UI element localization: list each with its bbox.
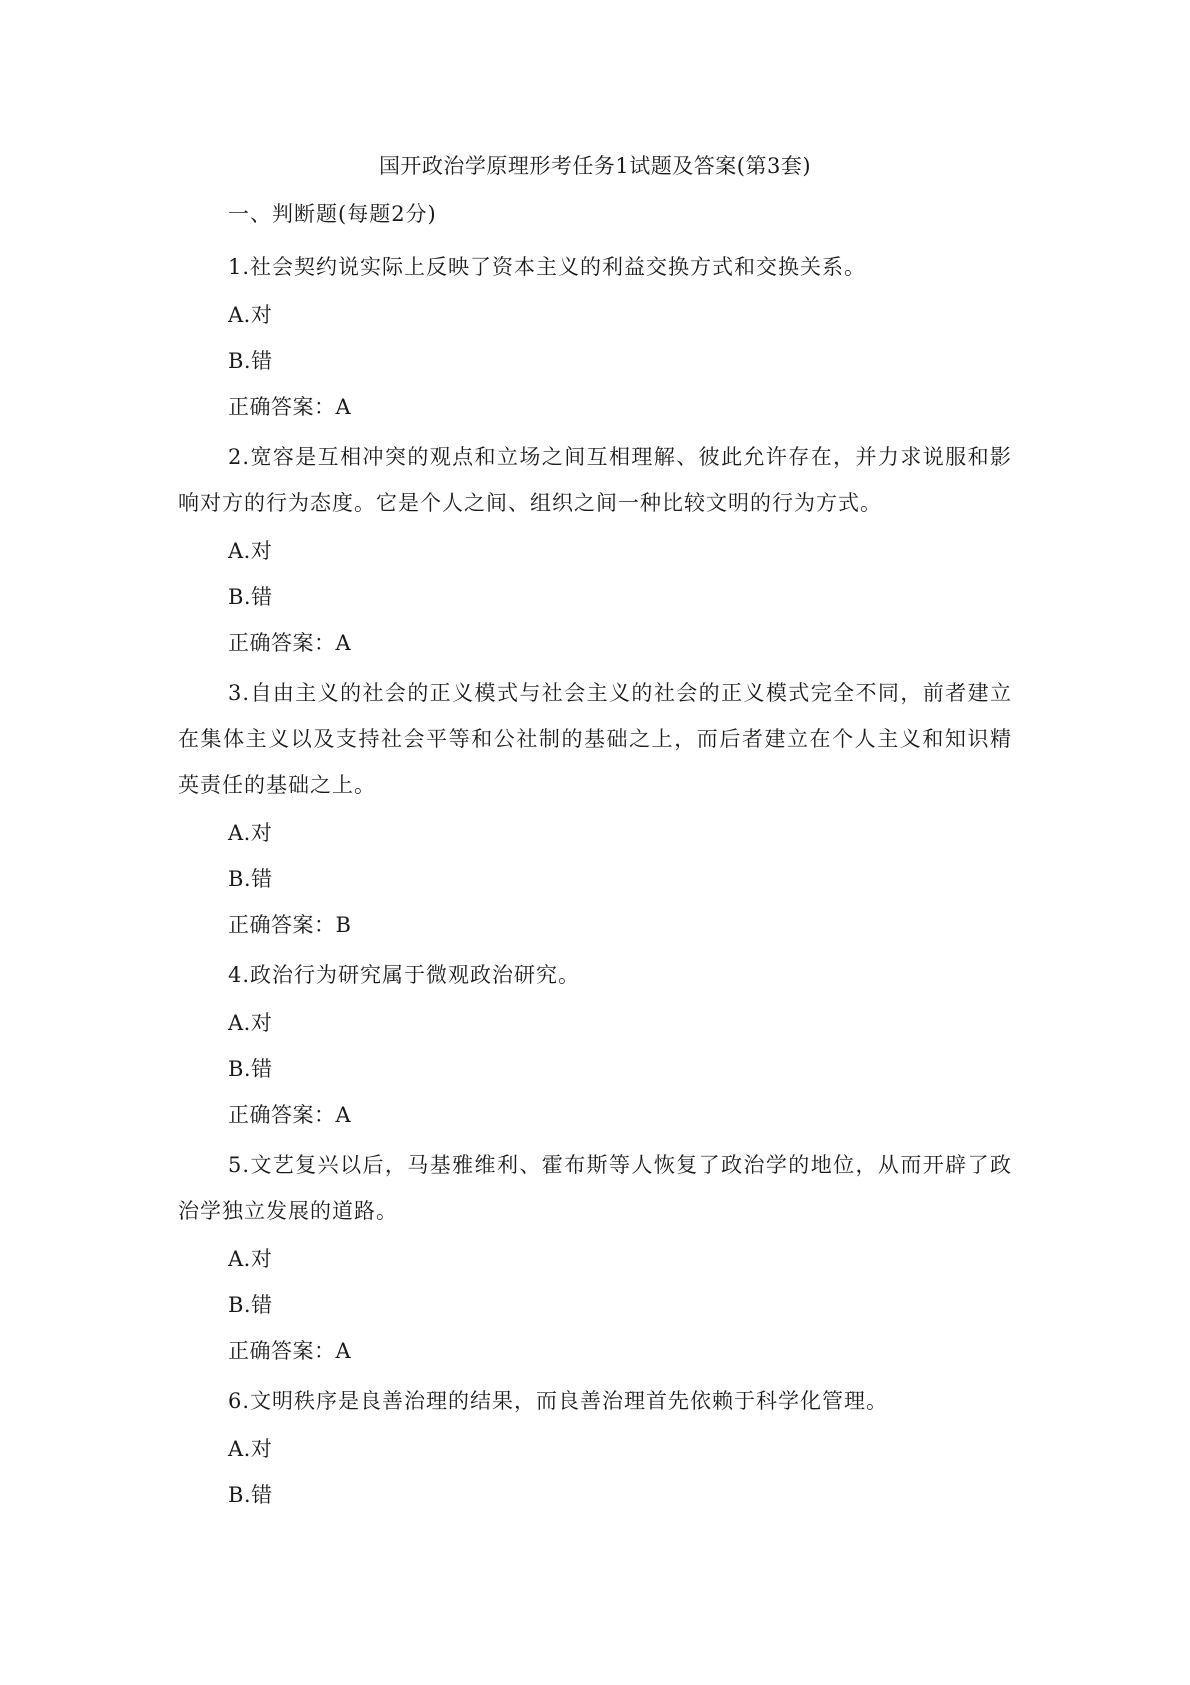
correct-answer: 正确答案：A [228, 1339, 352, 1363]
correct-answer: 正确答案：A [228, 1103, 352, 1127]
option-a: A.对 [228, 1247, 273, 1271]
question-2 [178, 434, 1012, 666]
question-5 [178, 1142, 1012, 1374]
section-heading: 一、判断题(每题2分) [228, 202, 437, 226]
correct-answer: 正确答案：A [228, 395, 352, 419]
question-6 [178, 1378, 1012, 1518]
correct-answer: 正确答案：B [228, 913, 352, 937]
question-text: 1.社会契约说实际上反映了资本主义的利益交换方式和交换关系。 [228, 255, 867, 279]
question-text: 5.文艺复兴以后，马基雅维利、霍布斯等人恢复了政治学的地位，从而开辟了政治学独立发展的道路。 [178, 1153, 1012, 1223]
option-b: B.错 [228, 585, 273, 609]
question-4 [178, 952, 1012, 1138]
option-a: A.对 [228, 303, 273, 327]
option-b: B.错 [228, 349, 273, 373]
option-a: A.对 [228, 1011, 273, 1035]
question-text: 6.文明秩序是良善治理的结果，而良善治理首先依赖于科学化管理。 [228, 1389, 889, 1413]
question-text: 3.自由主义的社会的正义模式与社会主义的社会的正义模式完全不同，前者建立在集体主义以及支持社会平等和公社制的基础之上，而后者建立在个人主义和知识精英责任的基础之上。 [178, 681, 1012, 797]
question-3 [178, 670, 1012, 948]
correct-answer: 正确答案：A [228, 631, 352, 655]
option-a: A.对 [228, 821, 273, 845]
option-b: B.错 [228, 1483, 273, 1507]
question-text: 2.宽容是互相冲突的观点和立场之间互相理解、彼此允许存在，并力求说服和影响对方的行为态度。它是个人之间、组织之间一种比较文明的行为方式。 [178, 445, 1012, 515]
option-a: A.对 [228, 539, 273, 563]
option-b: B.错 [228, 867, 273, 891]
option-b: B.错 [228, 1293, 273, 1317]
option-a: A.对 [228, 1437, 273, 1461]
question-text: 4.政治行为研究属于微观政治研究。 [228, 963, 581, 987]
option-b: B.错 [228, 1057, 273, 1081]
question-1 [178, 244, 1012, 430]
document-title: 国开政治学原理形考任务1试题及答案(第3套) [378, 154, 812, 178]
